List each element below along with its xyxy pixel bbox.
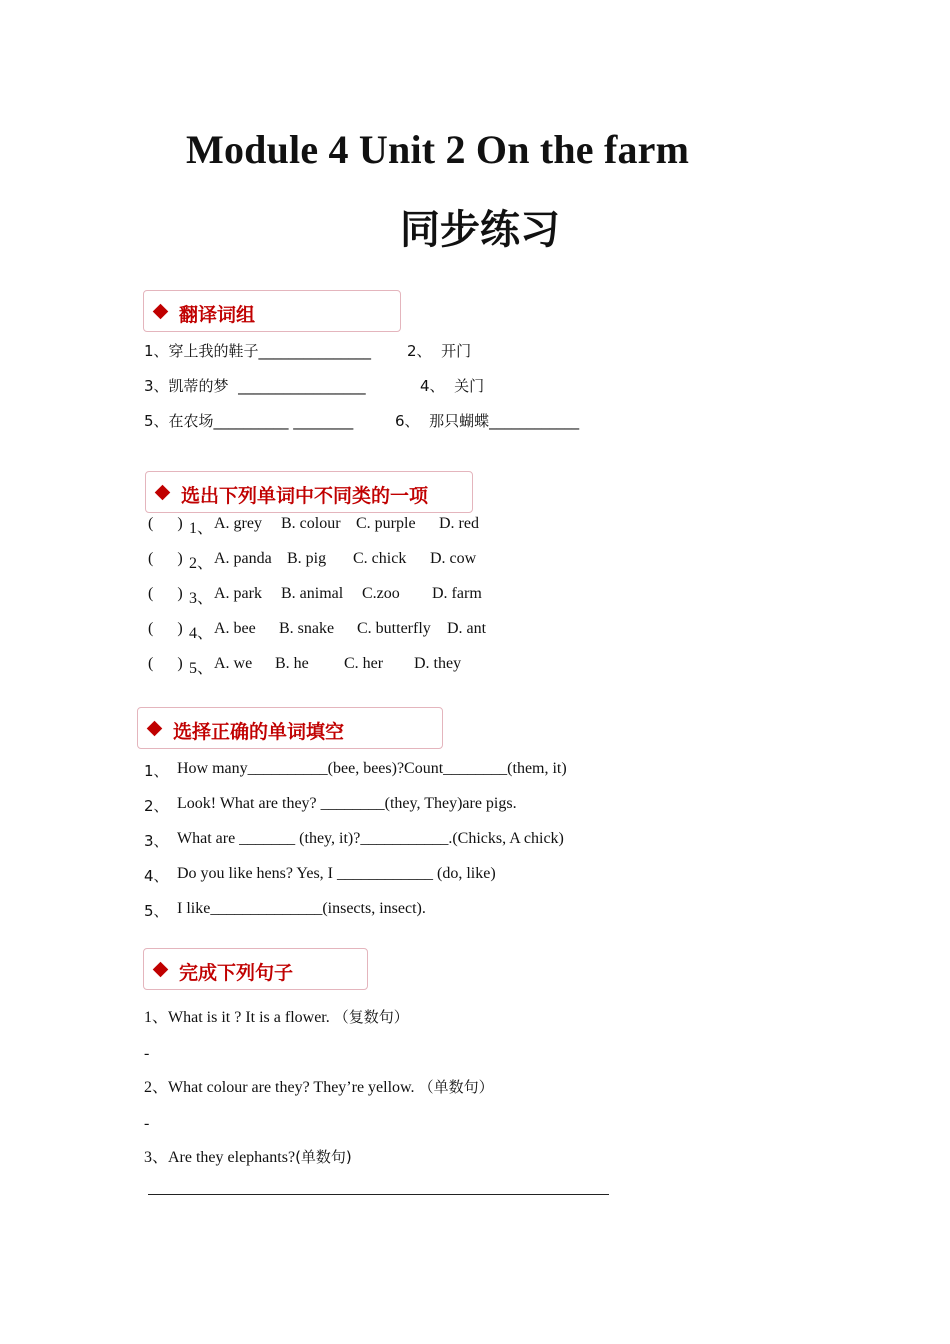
translate-item-4: 4、 关门 (420, 377, 485, 395)
diamond-bullet-icon (155, 485, 171, 501)
option-c: C. her (344, 655, 384, 672)
translate-item-1: 1、穿上我的鞋子_______________ (144, 342, 372, 360)
answer-paren: ( ) (148, 550, 183, 567)
option-c: C.zoo (362, 585, 400, 602)
section-header-odd-one-out (145, 471, 473, 513)
question-text: Look! What are they? ________(they, They)are pigs. (177, 795, 517, 812)
question-number: 5、 (189, 660, 214, 677)
answer-line: - (144, 1045, 150, 1062)
question-number: 4、 (144, 867, 169, 885)
option-b: B. animal (281, 585, 344, 602)
question-number: 1、 (144, 762, 169, 780)
question-number: 4、 (189, 625, 214, 642)
section-label: 选出下列单词中不同类的一项 (181, 485, 429, 507)
translate-item-6: 6、 那只蝴蝶____________ (395, 412, 580, 430)
sentence-note: (单数句) (295, 1148, 352, 1166)
question-text: I like______________(insects, insect). (177, 900, 426, 917)
option-c: C. chick (353, 550, 407, 567)
section-header-translate (143, 290, 401, 332)
question-number: 1、 (189, 520, 214, 537)
question-text: Do you like hens? Yes, I ____________ (do, like) (177, 865, 496, 882)
option-d: D. farm (432, 585, 482, 602)
section-header-fill-blank (137, 707, 443, 749)
option-c: C. butterfly (357, 620, 431, 637)
answer-paren: ( ) (148, 515, 183, 532)
diamond-bullet-icon (147, 721, 163, 737)
option-a: A. panda (214, 550, 272, 567)
question-number: 3、 (144, 832, 169, 850)
option-b: B. colour (281, 515, 341, 532)
sentence-note: （复数句） (333, 1008, 409, 1026)
answer-line: - (144, 1115, 150, 1132)
question-number: 2、 (144, 797, 169, 815)
question-text: How many__________(bee, bees)?Count________(them, it) (177, 760, 567, 777)
option-a: A. park (214, 585, 262, 602)
option-a: A. grey (214, 515, 262, 532)
translate-item-5: 5、在农场__________ ________ (144, 412, 354, 430)
diamond-bullet-icon (153, 962, 169, 978)
question-number: 3、 (189, 590, 214, 607)
question-number: 5、 (144, 902, 169, 920)
option-d: D. ant (447, 620, 487, 637)
translate-item-3: 3、凯蒂的梦 _________________ (144, 377, 366, 395)
sentence-note: （单数句） (418, 1078, 494, 1096)
option-b: B. snake (279, 620, 335, 637)
section-label: 选择正确的单词填空 (173, 721, 345, 743)
sentence-item: 2、What colour are they? They’re yellow. （单数句） (144, 1078, 494, 1096)
option-d: D. cow (430, 550, 477, 567)
diamond-bullet-icon (153, 304, 169, 320)
option-d: D. they (414, 655, 462, 672)
question-number: 2、 (189, 555, 214, 572)
option-a: A. bee (214, 620, 256, 637)
option-c: C. purple (356, 515, 416, 532)
page-subtitle: 同步练习 (400, 207, 560, 253)
answer-underline (148, 1194, 609, 1195)
option-a: A. we (214, 655, 253, 672)
option-b: B. pig (287, 550, 327, 567)
page-title: Module 4 Unit 2 On the farm (186, 127, 690, 172)
answer-paren: ( ) (148, 620, 183, 637)
option-b: B. he (275, 655, 309, 672)
section-label: 翻译词组 (179, 304, 256, 326)
sentence-item: 1、What is it ? It is a flower. （复数句） (144, 1008, 409, 1026)
translate-item-2: 2、 开门 (407, 342, 472, 360)
sentence-item: 3、Are they elephants?(单数句) (144, 1148, 352, 1166)
answer-paren: ( ) (148, 655, 183, 672)
answer-paren: ( ) (148, 585, 183, 602)
section-label: 完成下列句子 (179, 962, 294, 984)
section-header-complete-sentences (143, 948, 368, 990)
question-text: What are _______ (they, it)?___________.(Chicks, A chick) (177, 830, 564, 847)
option-d: D. red (439, 515, 479, 532)
